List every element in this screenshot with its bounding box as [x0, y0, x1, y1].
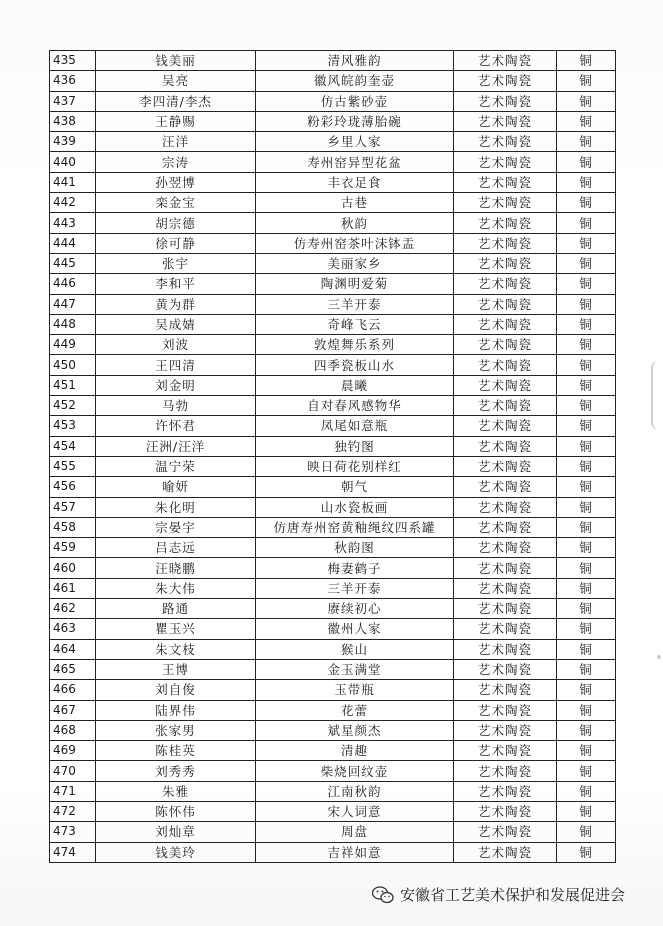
entry-number: 468	[50, 720, 96, 740]
work-title: 三羊开泰	[256, 294, 454, 314]
work-title: 敦煌舞乐系列	[256, 335, 454, 355]
award-level: 铜	[557, 822, 616, 842]
work-title: 花蕾	[256, 700, 454, 720]
artist-name: 徐可静	[96, 233, 256, 253]
work-category: 艺术陶瓷	[454, 456, 557, 476]
entry-number: 467	[50, 700, 96, 720]
entry-number: 440	[50, 152, 96, 172]
work-category: 艺术陶瓷	[454, 71, 557, 91]
artist-name: 刘秀秀	[96, 761, 256, 781]
table-row	[50, 51, 616, 71]
artist-name: 朱雅	[96, 781, 256, 801]
artist-name: 王四清	[96, 355, 256, 375]
artist-name: 李四清/李杰	[96, 91, 256, 111]
table-row	[50, 233, 616, 253]
work-title: 映日荷花别样红	[256, 456, 454, 476]
work-category: 艺术陶瓷	[454, 111, 557, 131]
artist-name: 张宇	[96, 253, 256, 273]
award-level: 铜	[557, 91, 616, 111]
artist-name: 许怀君	[96, 416, 256, 436]
entry-number: 472	[50, 801, 96, 821]
table-row	[50, 477, 616, 497]
artist-name: 朱文枝	[96, 639, 256, 659]
table-row	[50, 193, 616, 213]
table-row	[50, 761, 616, 781]
artist-name: 宗晏宇	[96, 517, 256, 537]
award-level: 铜	[557, 193, 616, 213]
entry-number: 451	[50, 375, 96, 395]
award-level: 铜	[557, 619, 616, 639]
table-row	[50, 436, 616, 456]
table-row	[50, 396, 616, 416]
entry-number: 456	[50, 477, 96, 497]
award-level: 铜	[557, 578, 616, 598]
work-title: 仿古紫砂壶	[256, 91, 454, 111]
awards-table-body	[50, 51, 616, 863]
artist-name: 汪晓鹏	[96, 558, 256, 578]
work-category: 艺术陶瓷	[454, 375, 557, 395]
work-title: 金玉满堂	[256, 659, 454, 679]
page-edge-dot	[657, 655, 661, 659]
work-category: 艺术陶瓷	[454, 335, 557, 355]
work-title: 古巷	[256, 193, 454, 213]
entry-number: 457	[50, 497, 96, 517]
table-row	[50, 172, 616, 192]
table-row	[50, 639, 616, 659]
table-row	[50, 314, 616, 334]
work-category: 艺术陶瓷	[454, 680, 557, 700]
work-category: 艺术陶瓷	[454, 599, 557, 619]
award-level: 铜	[557, 172, 616, 192]
award-level: 铜	[557, 517, 616, 537]
work-category: 艺术陶瓷	[454, 517, 557, 537]
artist-name: 朱化明	[96, 497, 256, 517]
work-category: 艺术陶瓷	[454, 152, 557, 172]
award-level: 铜	[557, 71, 616, 91]
entry-number: 435	[50, 51, 96, 71]
table-row	[50, 599, 616, 619]
artist-name: 陆界伟	[96, 700, 256, 720]
watermark-text: 安徽省工艺美术保护和发展促进会	[400, 886, 626, 904]
award-level: 铜	[557, 355, 616, 375]
award-level: 铜	[557, 639, 616, 659]
work-category: 艺术陶瓷	[454, 233, 557, 253]
artist-name: 钱美玲	[96, 842, 256, 862]
artist-name: 胡宗德	[96, 213, 256, 233]
award-level: 铜	[557, 375, 616, 395]
entry-number: 443	[50, 213, 96, 233]
work-category: 艺术陶瓷	[454, 314, 557, 334]
entry-number: 450	[50, 355, 96, 375]
table-row	[50, 517, 616, 537]
artist-name: 陈怀伟	[96, 801, 256, 821]
artist-name: 温宁荣	[96, 456, 256, 476]
entry-number: 441	[50, 172, 96, 192]
work-title: 玉带瓶	[256, 680, 454, 700]
artist-name: 马勃	[96, 396, 256, 416]
entry-number: 455	[50, 456, 96, 476]
work-category: 艺术陶瓷	[454, 659, 557, 679]
award-level: 铜	[557, 274, 616, 294]
work-category: 艺术陶瓷	[454, 294, 557, 314]
artist-name: 刘波	[96, 335, 256, 355]
award-level: 铜	[557, 842, 616, 862]
work-category: 艺术陶瓷	[454, 172, 557, 192]
entry-number: 466	[50, 680, 96, 700]
work-category: 艺术陶瓷	[454, 801, 557, 821]
awards-table	[49, 50, 616, 863]
work-category: 艺术陶瓷	[454, 822, 557, 842]
work-title: 徽州人家	[256, 619, 454, 639]
award-level: 铜	[557, 761, 616, 781]
work-category: 艺术陶瓷	[454, 253, 557, 273]
work-category: 艺术陶瓷	[454, 700, 557, 720]
artist-name: 黄为群	[96, 294, 256, 314]
table-row	[50, 274, 616, 294]
award-level: 铜	[557, 111, 616, 131]
work-title: 寿州窑异型花盆	[256, 152, 454, 172]
table-row	[50, 680, 616, 700]
award-level: 铜	[557, 781, 616, 801]
work-title: 赓续初心	[256, 599, 454, 619]
award-level: 铜	[557, 720, 616, 740]
award-level: 铜	[557, 396, 616, 416]
entry-number: 471	[50, 781, 96, 801]
entry-number: 465	[50, 659, 96, 679]
work-title: 清风雅韵	[256, 51, 454, 71]
award-level: 铜	[557, 801, 616, 821]
artist-name: 吕志远	[96, 538, 256, 558]
work-title: 柴烧回纹壶	[256, 761, 454, 781]
artist-name: 汪洋	[96, 132, 256, 152]
entry-number: 469	[50, 741, 96, 761]
entry-number: 470	[50, 761, 96, 781]
work-category: 艺术陶瓷	[454, 274, 557, 294]
entry-number: 439	[50, 132, 96, 152]
table-row	[50, 132, 616, 152]
award-level: 铜	[557, 659, 616, 679]
table-row	[50, 375, 616, 395]
work-category: 艺术陶瓷	[454, 355, 557, 375]
wechat-icon	[372, 886, 394, 904]
work-category: 艺术陶瓷	[454, 497, 557, 517]
entry-number: 437	[50, 91, 96, 111]
table-row	[50, 152, 616, 172]
entry-number: 474	[50, 842, 96, 862]
work-title: 自对春风感物华	[256, 396, 454, 416]
artist-name: 汪洲/汪洋	[96, 436, 256, 456]
table-row	[50, 781, 616, 801]
table-row	[50, 294, 616, 314]
artist-name: 陈桂英	[96, 741, 256, 761]
entry-number: 460	[50, 558, 96, 578]
work-category: 艺术陶瓷	[454, 193, 557, 213]
awards-table-container	[49, 50, 615, 863]
artist-name: 刘金明	[96, 375, 256, 395]
work-category: 艺术陶瓷	[454, 396, 557, 416]
artist-name: 王静赐	[96, 111, 256, 131]
work-title: 丰衣足食	[256, 172, 454, 192]
award-level: 铜	[557, 558, 616, 578]
work-title: 乡里人家	[256, 132, 454, 152]
table-row	[50, 71, 616, 91]
table-row	[50, 842, 616, 862]
work-category: 艺术陶瓷	[454, 91, 557, 111]
work-title: 三羊开泰	[256, 578, 454, 598]
artist-name: 宗涛	[96, 152, 256, 172]
award-level: 铜	[557, 253, 616, 273]
table-row	[50, 111, 616, 131]
entry-number: 446	[50, 274, 96, 294]
entry-number: 458	[50, 517, 96, 537]
table-row	[50, 720, 616, 740]
work-category: 艺术陶瓷	[454, 558, 557, 578]
award-level: 铜	[557, 538, 616, 558]
work-title: 仿寿州窑茶叶沫钵盂	[256, 233, 454, 253]
work-title: 秋韵	[256, 213, 454, 233]
entry-number: 445	[50, 253, 96, 273]
work-category: 艺术陶瓷	[454, 639, 557, 659]
entry-number: 464	[50, 639, 96, 659]
table-row	[50, 253, 616, 273]
artist-name: 栾金宝	[96, 193, 256, 213]
artist-name: 钱美丽	[96, 51, 256, 71]
award-level: 铜	[557, 456, 616, 476]
work-category: 艺术陶瓷	[454, 436, 557, 456]
work-title: 周盘	[256, 822, 454, 842]
work-title: 晨曦	[256, 375, 454, 395]
entry-number: 448	[50, 314, 96, 334]
award-level: 铜	[557, 213, 616, 233]
page-edge-mark	[651, 360, 663, 430]
entry-number: 459	[50, 538, 96, 558]
entry-number: 454	[50, 436, 96, 456]
work-title: 宋人词意	[256, 801, 454, 821]
table-row	[50, 91, 616, 111]
artist-name: 刘自俊	[96, 680, 256, 700]
work-title: 粉彩玲珑薄胎碗	[256, 111, 454, 131]
work-title: 吉祥如意	[256, 842, 454, 862]
award-level: 铜	[557, 51, 616, 71]
artist-name: 李和平	[96, 274, 256, 294]
award-level: 铜	[557, 599, 616, 619]
table-row	[50, 497, 616, 517]
work-category: 艺术陶瓷	[454, 538, 557, 558]
award-level: 铜	[557, 680, 616, 700]
artist-name: 吴亮	[96, 71, 256, 91]
artist-name: 瞿玉兴	[96, 619, 256, 639]
entry-number: 453	[50, 416, 96, 436]
work-category: 艺术陶瓷	[454, 132, 557, 152]
entry-number: 436	[50, 71, 96, 91]
work-title: 秋韵图	[256, 538, 454, 558]
work-title: 清趣	[256, 741, 454, 761]
work-title: 仿唐寿州窑黄釉绳纹四系罐	[256, 517, 454, 537]
entry-number: 473	[50, 822, 96, 842]
entry-number: 462	[50, 599, 96, 619]
work-title: 四季瓷板山水	[256, 355, 454, 375]
work-title: 美丽家乡	[256, 253, 454, 273]
table-row	[50, 558, 616, 578]
award-level: 铜	[557, 416, 616, 436]
work-category: 艺术陶瓷	[454, 477, 557, 497]
award-level: 铜	[557, 314, 616, 334]
table-row	[50, 822, 616, 842]
work-title: 朝气	[256, 477, 454, 497]
table-row	[50, 700, 616, 720]
work-category: 艺术陶瓷	[454, 720, 557, 740]
work-title: 梅妻鹤子	[256, 558, 454, 578]
wechat-watermark	[372, 884, 625, 905]
work-category: 艺术陶瓷	[454, 416, 557, 436]
award-level: 铜	[557, 436, 616, 456]
work-category: 艺术陶瓷	[454, 842, 557, 862]
table-row	[50, 741, 616, 761]
artist-name: 孙翌博	[96, 172, 256, 192]
award-level: 铜	[557, 132, 616, 152]
work-title: 独钓图	[256, 436, 454, 456]
award-level: 铜	[557, 741, 616, 761]
work-category: 艺术陶瓷	[454, 578, 557, 598]
table-row	[50, 213, 616, 233]
award-level: 铜	[557, 497, 616, 517]
work-title: 山水瓷板画	[256, 497, 454, 517]
work-title: 斌星颜杰	[256, 720, 454, 740]
award-level: 铜	[557, 294, 616, 314]
table-row	[50, 355, 616, 375]
artist-name: 吴成婧	[96, 314, 256, 334]
table-row	[50, 538, 616, 558]
work-category: 艺术陶瓷	[454, 619, 557, 639]
award-level: 铜	[557, 700, 616, 720]
award-level: 铜	[557, 152, 616, 172]
entry-number: 442	[50, 193, 96, 213]
entry-number: 438	[50, 111, 96, 131]
award-level: 铜	[557, 233, 616, 253]
artist-name: 朱大伟	[96, 578, 256, 598]
table-row	[50, 659, 616, 679]
table-row	[50, 578, 616, 598]
table-row	[50, 335, 616, 355]
entry-number: 452	[50, 396, 96, 416]
artist-name: 王博	[96, 659, 256, 679]
table-row	[50, 619, 616, 639]
entry-number: 447	[50, 294, 96, 314]
work-title: 江南秋韵	[256, 781, 454, 801]
table-row	[50, 416, 616, 436]
work-title: 凤尾如意瓶	[256, 416, 454, 436]
award-level: 铜	[557, 477, 616, 497]
artist-name: 张家男	[96, 720, 256, 740]
entry-number: 463	[50, 619, 96, 639]
work-category: 艺术陶瓷	[454, 51, 557, 71]
work-category: 艺术陶瓷	[454, 213, 557, 233]
award-level: 铜	[557, 335, 616, 355]
work-title: 陶渊明爱菊	[256, 274, 454, 294]
entry-number: 449	[50, 335, 96, 355]
artist-name: 刘灿章	[96, 822, 256, 842]
table-row	[50, 801, 616, 821]
work-category: 艺术陶瓷	[454, 761, 557, 781]
work-title: 奇峰飞云	[256, 314, 454, 334]
entry-number: 444	[50, 233, 96, 253]
table-row	[50, 456, 616, 476]
work-category: 艺术陶瓷	[454, 741, 557, 761]
work-title: 徽风皖韵奎壶	[256, 71, 454, 91]
work-title: 猴山	[256, 639, 454, 659]
entry-number: 461	[50, 578, 96, 598]
artist-name: 路通	[96, 599, 256, 619]
artist-name: 喻妍	[96, 477, 256, 497]
work-category: 艺术陶瓷	[454, 781, 557, 801]
